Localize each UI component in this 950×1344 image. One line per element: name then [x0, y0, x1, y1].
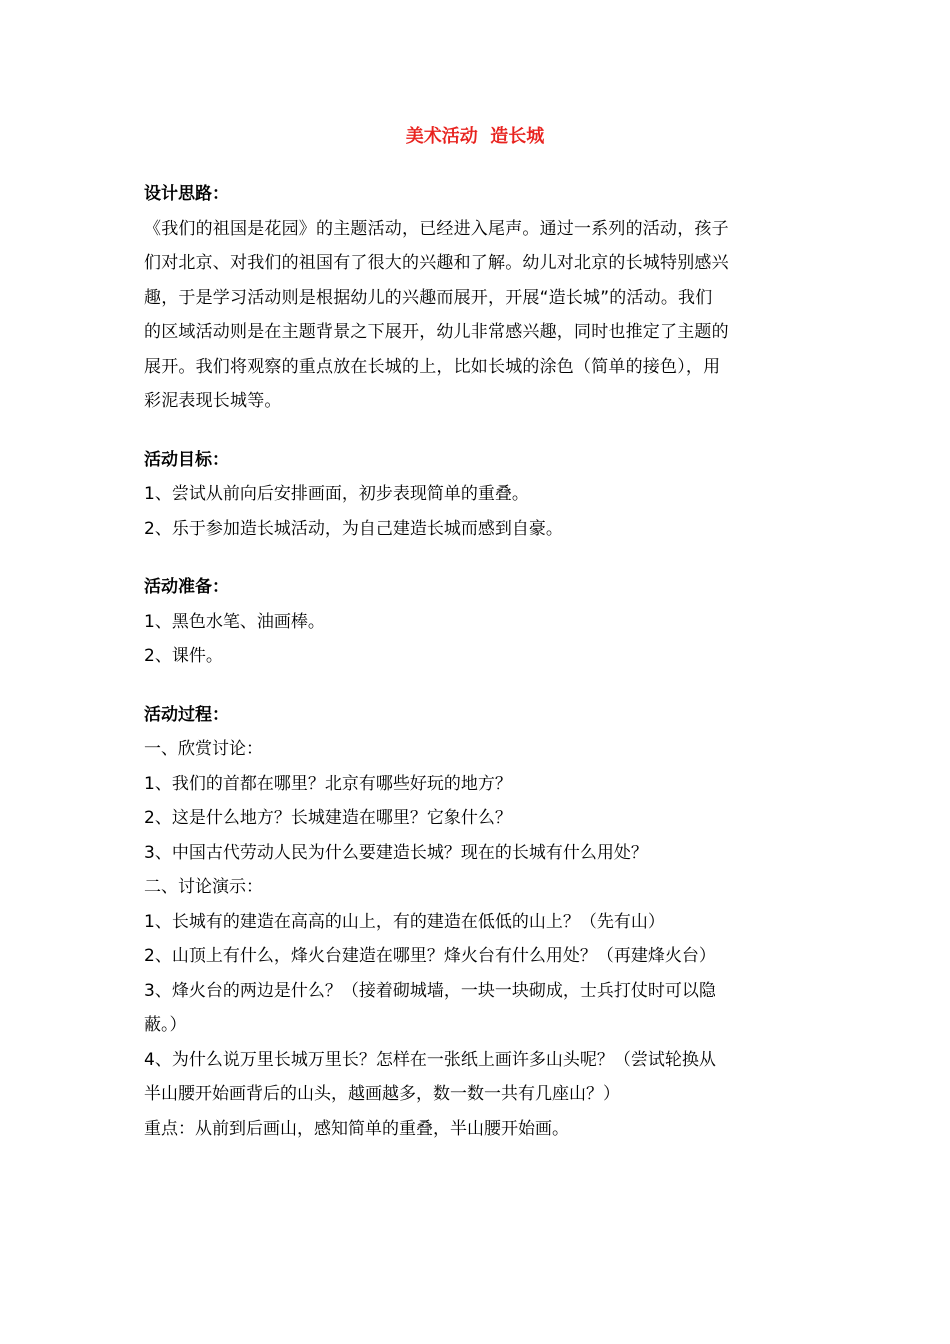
process-line: 二、讨论演示：: [144, 877, 263, 897]
design-line: 的区域活动则是在主题背景之下展开，幼儿非常感兴趣，同时也推定了主题的: [144, 322, 729, 342]
goals-heading: 活动目标：: [144, 449, 229, 470]
design-line: 趣，于是学习活动则是根据幼儿的兴趣而展开，开展“造长城”的活动。我们: [144, 287, 713, 308]
process-line: 3、中国古代劳动人民为什么要建造长城？现在的长城有什么用处？: [144, 842, 648, 863]
prep-item: 1、黑色水笔、油画棒。: [144, 611, 325, 632]
process-heading: 活动过程：: [144, 704, 229, 725]
design-line: 们对北京、对我们的祖国有了很大的兴趣和了解。幼儿对北京的长城特别感兴: [144, 253, 729, 273]
process-line: 2、山顶上有什么，烽火台建造在哪里？烽火台有什么用处？（再建烽火台）: [144, 946, 716, 966]
process-line: 重点：从前到后画山，感知简单的重叠，半山腰开始画。: [144, 1118, 569, 1139]
process-line: 1、我们的首都在哪里？北京有哪些好玩的地方？: [144, 773, 512, 794]
spacer: [144, 546, 804, 570]
goal-item: 2、乐于参加造长城活动，为自己建造长城而感到自豪。: [144, 518, 563, 539]
design-line: 彩泥表现长城等。: [144, 391, 282, 411]
process-line: 1、长城有的建造在高高的山上，有的建造在低低的山上？（先有山）: [144, 911, 665, 932]
process-line: 4、为什么说万里长城万里长？怎样在一张纸上画许多山头呢？（尝试轮换从: [144, 1049, 716, 1070]
process-line: 半山腰开始画背后的山头，越画越多，数一数一共有几座山？）: [144, 1084, 620, 1104]
design-paragraph: [144, 212, 804, 419]
process-line: 3、烽火台的两边是什么？（接着砌城墙，一块一块砌成，士兵打仗时可以隐: [144, 980, 716, 1001]
prep-item: 2、课件。: [144, 646, 223, 666]
spacer: [144, 674, 804, 698]
design-line: 展开。我们将观察的重点放在长城的上，比如长城的涂色（简单的接色），用: [144, 356, 721, 377]
design-line: 《我们的祖国是花园》的主题活动，已经进入尾声。通过一系列的活动，孩子: [144, 218, 729, 239]
process-line: 一、欣赏讨论：: [144, 739, 263, 759]
design-heading: 设计思路：: [144, 184, 229, 204]
document-body: [144, 177, 804, 1146]
spacer: [144, 419, 804, 443]
process-line: 蔽。）: [144, 1015, 187, 1035]
prep-heading: 活动准备：: [144, 577, 229, 597]
process-line: 2、这是什么地方？长城建造在哪里？它象什么？: [144, 808, 512, 828]
document-title: 美术活动 造长城: [405, 126, 545, 147]
goal-item: 1、尝试从前向后安排画面，初步表现简单的重叠。: [144, 484, 529, 504]
